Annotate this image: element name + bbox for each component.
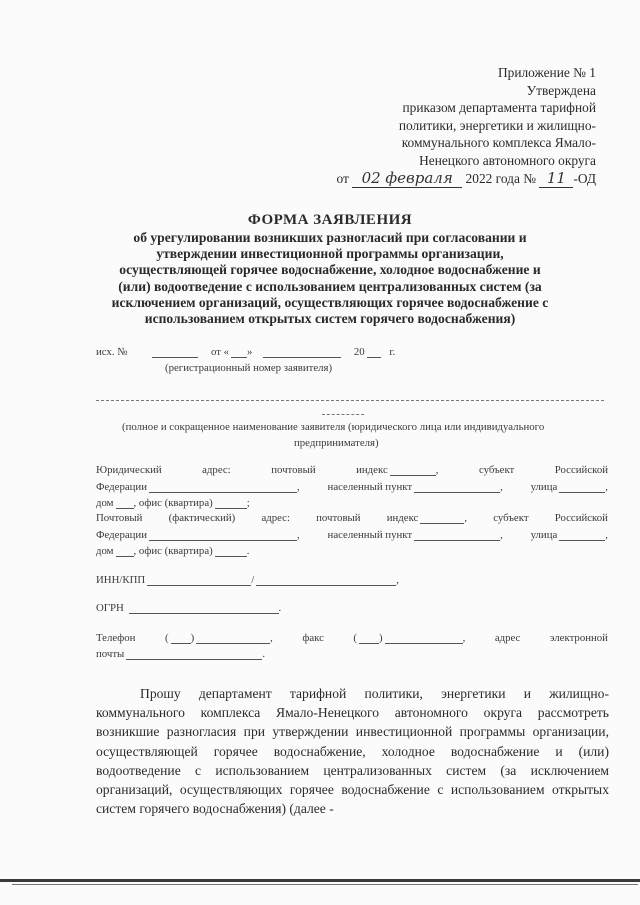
year-text: 2022 года № [465, 170, 537, 186]
house-label: дом [96, 545, 114, 557]
postal-postcode-field[interactable] [420, 513, 464, 524]
from-label: от « [210, 346, 230, 358]
approval-block [296, 64, 596, 188]
office-label: , офис (квартира) [133, 497, 213, 509]
federation-label: Федерации [96, 481, 147, 493]
legal-street-field[interactable] [559, 482, 605, 493]
ogrn-label: ОГРН [96, 602, 124, 614]
legal-office-field[interactable] [215, 498, 247, 509]
email-label-2: электронной [549, 632, 608, 644]
order-line: политики, энергетики и жилищно- [398, 117, 596, 133]
order-line: коммунального комплекса Ямало- [401, 135, 596, 151]
legal-address-row-2: Федерации , населенный пункт , улица , [96, 481, 608, 493]
subtitle-line: об урегулировании возникших разногласий при согласовании и [133, 230, 527, 245]
contacts-row: Телефон ( ) , факс ( ) , адрес электронной [96, 632, 608, 644]
postal-locality-field[interactable] [414, 530, 500, 541]
postcode-label: индекс [386, 512, 419, 524]
applicant-caption: (полное и сокращенное наименование заявителя (юридического лица или индивидуального [122, 421, 545, 433]
postal-address-word: Российской [554, 512, 608, 524]
registration-caption: (регистрационный номер заявителя) [165, 362, 333, 374]
fax-number-field[interactable] [385, 633, 463, 644]
order-line: Ненецкого автономного округа [419, 152, 596, 168]
subtitle-line: исключением организаций, осуществляющих горячее водоснабжение с [111, 294, 549, 310]
locality-label: населенный пункт [327, 481, 413, 493]
subtitle-line: использованием открытых систем горячего водоснабжения) [144, 311, 516, 327]
postal-address-row: Почтовый (фактический) адрес: почтовый индекс , субъект Российской [96, 512, 608, 524]
form-title: ФОРМА ЗАЯВЛЕНИЯ [247, 212, 413, 228]
federation-label: Федерации [96, 529, 147, 541]
kpp-field[interactable] [256, 575, 396, 586]
postal-address-label: Почтовый [96, 512, 143, 524]
applicant-name-field[interactable] [96, 400, 604, 401]
appendix-label: Приложение № 1 [497, 65, 596, 80]
phone-number-field[interactable] [196, 633, 270, 644]
email-label-3: почты [96, 648, 125, 660]
day-field[interactable] [231, 347, 247, 358]
ogrn-row: ОГРН . [96, 602, 282, 614]
order-line: приказом департамента тарифной [402, 100, 596, 116]
postal-address-row-2: Федерации , населенный пункт , улица , [96, 529, 608, 541]
postal-address-word: адрес: [261, 512, 290, 524]
legal-address-word: Российской [554, 464, 608, 476]
quote-close: » [247, 346, 253, 358]
applicant-name-field-short[interactable] [322, 414, 364, 415]
scan-edge [0, 879, 640, 882]
locality-label: населенный пункт [327, 529, 413, 541]
postcode-label: индекс [356, 464, 388, 476]
outgoing-label: исх. № [96, 346, 128, 358]
handwritten-date: 02 февраля [352, 170, 462, 189]
year-prefix: 20 [353, 346, 365, 358]
outgoing-number-field[interactable] [152, 347, 198, 358]
postal-address-row-3: дом , офис (квартира) . [96, 545, 250, 557]
legal-address-label: Юридический [96, 464, 162, 476]
legal-address-word: субъект [478, 464, 515, 476]
postal-address-word: почтовый [316, 512, 361, 524]
scan-edge-thin [12, 884, 638, 885]
postal-house-field[interactable] [116, 546, 134, 557]
street-label: улица [530, 481, 558, 493]
month-field[interactable] [263, 347, 341, 358]
office-label: , офис (квартира) [133, 545, 213, 557]
number-suffix: -ОД [573, 170, 596, 186]
legal-house-field[interactable] [116, 498, 134, 509]
house-label: дом [96, 497, 114, 509]
postal-address-word: (фактический) [168, 512, 236, 524]
legal-address-row-3: дом , офис (квартира) ; [96, 497, 250, 509]
legal-locality-field[interactable] [414, 482, 500, 493]
applicant-caption: предпринимателя) [294, 437, 379, 449]
approved-label: Утверждена [526, 82, 596, 98]
year-suffix: г. [389, 346, 396, 358]
postal-street-field[interactable] [559, 530, 605, 541]
email-label: адрес [494, 632, 521, 644]
ogrn-field[interactable] [129, 603, 279, 614]
date-prefix: от [336, 170, 349, 186]
inn-kpp-label: ИНН/КПП [96, 574, 146, 586]
legal-address-row: Юридический адрес: почтовый индекс , субъект Российской [96, 464, 608, 476]
request-paragraph [96, 684, 609, 818]
legal-address-word: почтовый [271, 464, 316, 476]
subtitle-line: (или) водоотведение с использованием централизованных систем (за [118, 278, 542, 294]
phone-label: Телефон [96, 632, 136, 644]
phone-code-field[interactable] [171, 633, 191, 644]
order-date-line [296, 170, 596, 189]
street-label: улица [530, 529, 558, 541]
legal-postcode-field[interactable] [390, 465, 436, 476]
subtitle-line: осуществляющей горячее водоснабжение, холодное водоснабжение и [119, 262, 541, 278]
year-field[interactable] [367, 347, 381, 358]
subtitle-line: утверждении инвестиционной программы организации, [156, 246, 504, 262]
email-row: почты . [96, 648, 266, 660]
legal-address-word: адрес: [202, 464, 231, 476]
fax-label: факс [302, 632, 324, 644]
email-field[interactable] [126, 649, 262, 660]
inn-kpp-row: ИНН/КПП / , [96, 574, 399, 586]
postal-address-word: субъект [493, 512, 529, 524]
form-subtitle [70, 230, 590, 327]
fax-code-field[interactable] [359, 633, 379, 644]
inn-field[interactable] [147, 575, 251, 586]
request-text: Прошу департамент тарифной политики, энергетики и жилищно-коммунального комплекса Ямало-Ненецкого автономного округа рассмотреть возникшие разногласия при утверждении инвестиционной программы организации, осуществляющей горячее водоснабжение, холодное водоснабжение и (или) водоотведение с использованием централизованных систем (за исключением организаций, осуществляющих горячее водоснабжение с использованием открытых систем горячего водоснабжения) (далее - [96, 686, 609, 817]
postal-region-field[interactable] [149, 530, 297, 541]
handwritten-number: 11 [539, 170, 573, 189]
registration-line [96, 346, 395, 358]
postal-office-field[interactable] [215, 546, 247, 557]
legal-region-field[interactable] [149, 482, 297, 493]
